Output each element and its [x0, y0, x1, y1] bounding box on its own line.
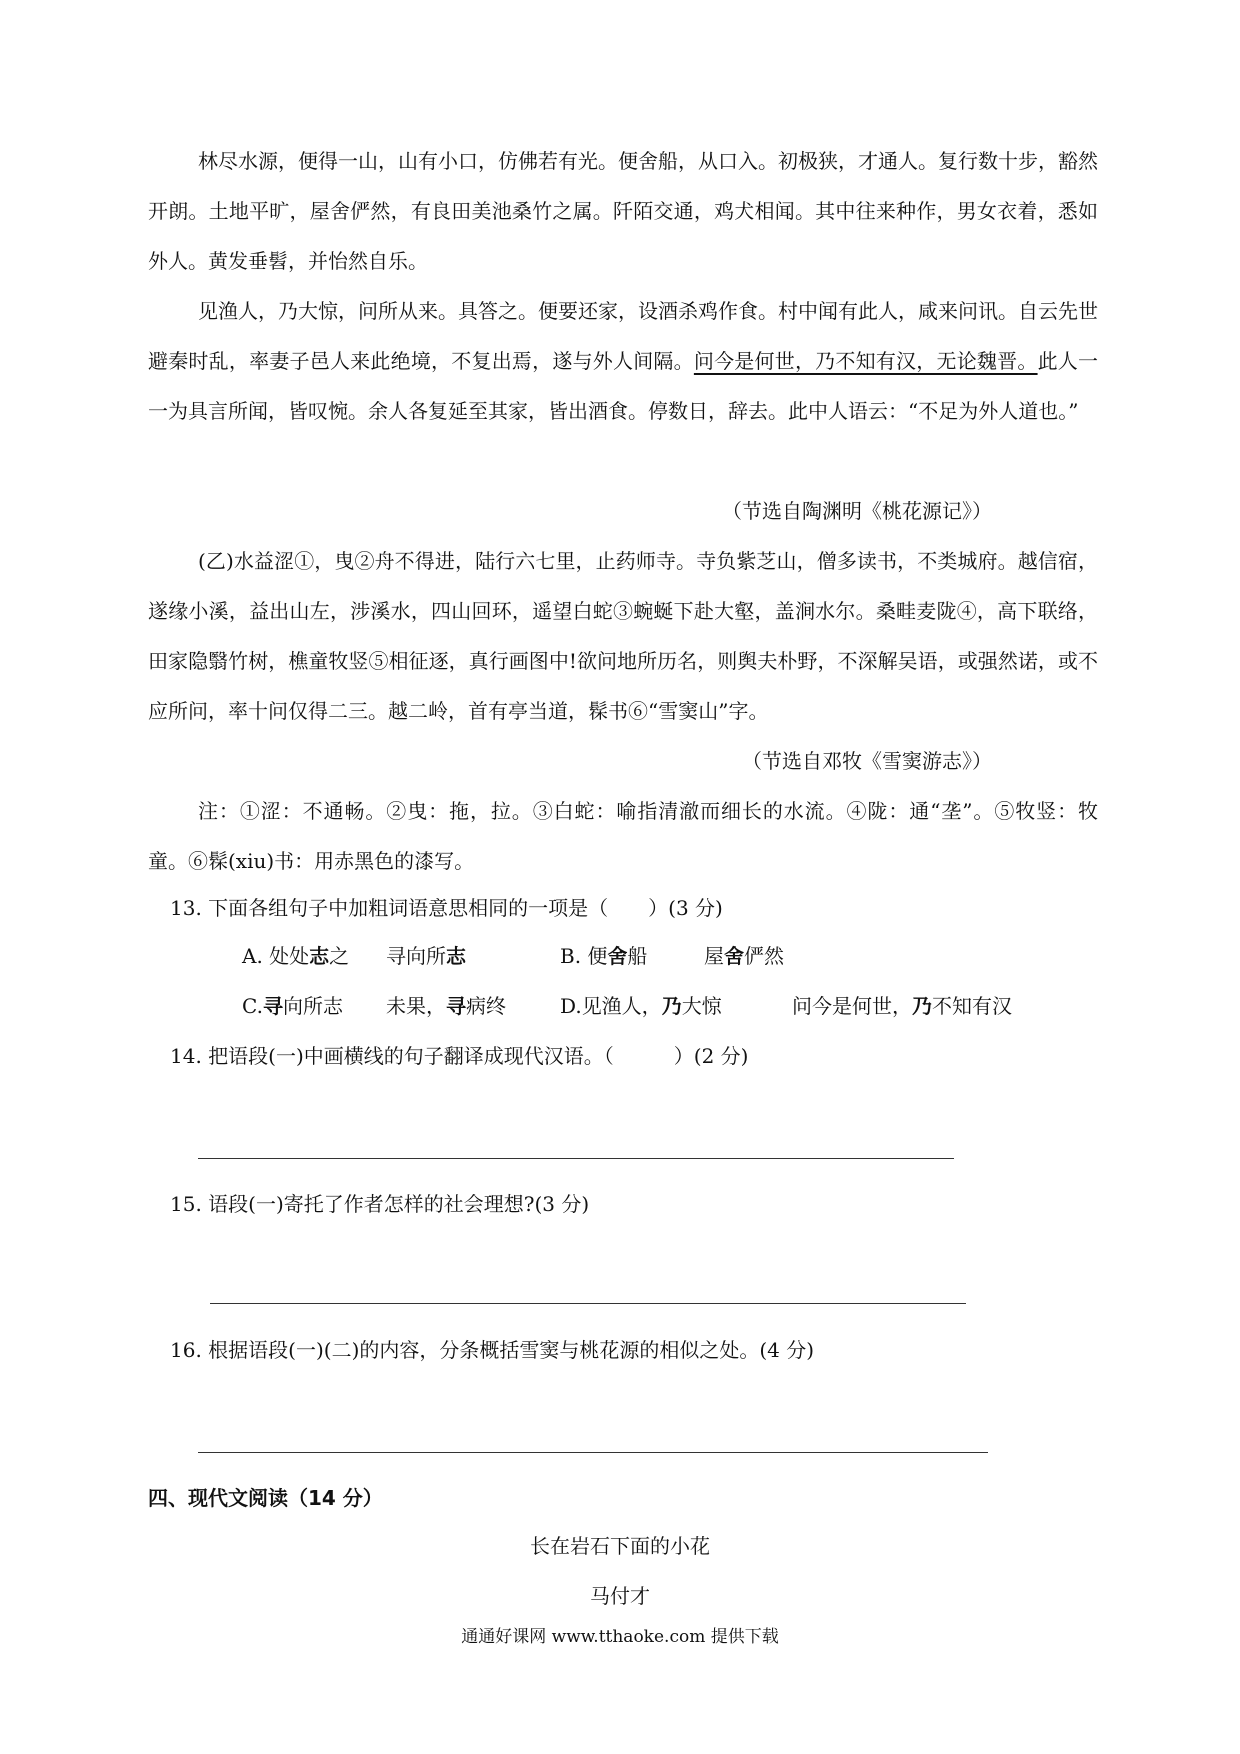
passage2-notes: 注：①涩：不通畅。②曳：拖，拉。③白蛇：喻指清澈而细长的水流。④陇：通“垄”。⑤牧竖：牧童。⑥髹(xiu)书：用赤黑色的漆写。 — [148, 799, 1098, 873]
passage2-source: （节选自邓牧《雪窦游志》） — [742, 749, 992, 773]
q13-option-b[interactable]: B. 便舍船 — [560, 944, 648, 968]
page-footer: 通通好课网 www.tthaoke.com 提供下载 — [461, 1627, 779, 1647]
question-14-stem: 14. 把语段(一)中画横线的句子翻译成现代汉语。（ ）(2 分) — [170, 1044, 749, 1068]
q15-answer-line[interactable] — [210, 1303, 966, 1304]
passage1-paragraph1: 林尽水源，便得一山，山有小口，仿佛若有光。便舍船，从口入。初极狭，才通人。复行数十步，豁然开朗。土地平旷，屋舍俨然，有良田美池桑竹之属。阡陌交通，鸡犬相闻。其中往来种作，男女衣着，悉如外人。黄发垂髫，并怡然自乐。 — [148, 149, 1098, 273]
article-title: 长在岩石下面的小花 — [530, 1534, 710, 1558]
passage2-paragraph: (乙)水益涩①，曳②舟不得进，陆行六七里，止药师寺。寺负紫芝山，僧多读书，不类城府。越信宿，遂缘小溪，益出山左，涉溪水，四山回环，遥望白蛇③蜿蜒下赴大壑，盖涧水尔。桑畦麦陇④，高下联络，田家隐翳竹树，樵童牧竖⑤相征逐，真行画图中!欲问地所历名，则舆夫朴野，不深解吴语，或强然诺，或不应所问，率十问仅得二三。越二岭，首有亭当道，髹书⑥“雪窦山”字。 — [148, 549, 1098, 723]
question-16-stem: 16. 根据语段(一)(二)的内容，分条概括雪窦与桃花源的相似之处。(4 分) — [170, 1338, 815, 1362]
section-4-heading: 四、现代文阅读（14 分） — [148, 1486, 383, 1510]
underlined-sentence: 问今是何世，乃不知有汉，无论魏晋。 — [693, 349, 1038, 373]
q13-option-a-second: 寻向所志 — [386, 944, 466, 968]
q14-answer-line[interactable] — [198, 1158, 954, 1159]
q16-answer-line[interactable] — [198, 1452, 988, 1453]
q13-option-d-second: 问今是何世，乃不知有汉 — [792, 994, 1012, 1018]
question-13-stem: 13. 下面各组句子中加粗词语意思相同的一项是（ ）(3 分) — [170, 896, 723, 920]
q13-option-d[interactable]: D.见渔人，乃大惊 — [560, 994, 722, 1018]
question-15-stem: 15. 语段(一)寄托了作者怎样的社会理想?(3 分) — [170, 1192, 590, 1216]
passage1-source: （节选自陶渊明《桃花源记》） — [722, 499, 992, 523]
q13-option-c[interactable]: C.寻向所志 — [242, 994, 343, 1018]
q13-option-b-second: 屋舍俨然 — [704, 944, 784, 968]
q13-option-c-second: 未果，寻病终 — [386, 994, 506, 1018]
q13-option-a[interactable]: A. 处处志之 — [242, 944, 350, 968]
article-author: 马付才 — [590, 1584, 650, 1608]
passage1-paragraph2: 见渔人，乃大惊，问所从来。具答之。便要还家，设酒杀鸡作食。村中闻有此人，咸来问讯。自云先世避秦时乱，率妻子邑人来此绝境，不复出焉，遂与外人间隔。问今是何世，乃不知有汉，无论魏晋。此人一一为具言所闻，皆叹惋。余人各复延至其家，皆出酒食。停数日，辞去。此中人语云：“不足为外人道也。” — [148, 299, 1099, 423]
